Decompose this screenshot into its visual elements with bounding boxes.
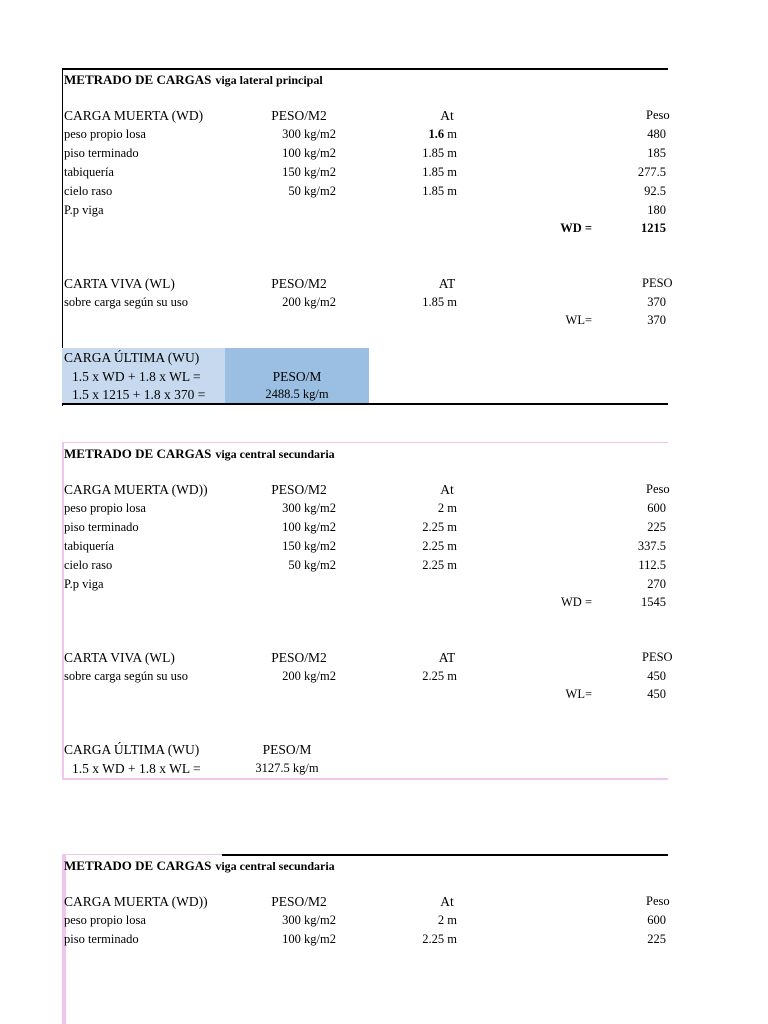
table-row [62,911,668,930]
row-desc: tabiquería [64,539,114,553]
table-row [62,182,668,201]
row-desc: P.p viga [64,203,104,217]
row-at: 2.25 m [422,520,457,534]
row-peso: 100 kg/m2 [282,520,336,534]
row-total: 270 [647,577,666,591]
row-total: 180 [647,203,666,217]
row-desc: cielo raso [64,558,113,572]
dead-load-header-row [62,106,668,125]
ultimate-formula-values: 1.5 x 1215 + 1.8 x 370 = [72,387,206,402]
ultimate-formula: 1.5 x WD + 1.8 x WL = [72,369,201,384]
col-peso-m-header: PESO/M [272,369,322,384]
row-total: 92.5 [644,184,666,198]
table-row [62,144,668,163]
row-peso: 100 kg/m2 [282,146,336,160]
wu-value: 3127.5 kg/m [255,761,319,775]
block-viga-central-secundaria [62,442,673,782]
block-title-row [62,856,668,875]
table-row [62,537,668,556]
live-load-header: CARTA VIVA (WL) [64,650,175,665]
row-total: 225 [647,932,666,946]
col-peso-header: PESO/M2 [271,650,327,665]
row-desc: peso propio losa [64,501,146,515]
dead-load-header: CARGA MUERTA (WD) [64,108,204,123]
live-load-sum-row [62,311,668,330]
row-at: 2.25 m [422,932,457,946]
block-bottom-border [62,778,668,780]
table-row [62,125,668,144]
row-total: 450 [647,669,666,683]
row-peso: 100 kg/m2 [282,932,336,946]
wd-label: WD = [561,595,592,609]
table-row [62,575,668,594]
ultimate-load-header-row [62,740,668,759]
row-peso: 200 kg/m2 [282,295,336,309]
wl-value: 370 [647,313,666,327]
row-desc: piso terminado [64,932,139,946]
live-load-header-row [62,274,673,293]
row-at: 1.85 m [422,184,457,198]
live-load-sum-row [62,685,668,704]
row-peso: 200 kg/m2 [282,669,336,683]
block-top-border-pink [62,854,222,855]
table-row [62,163,668,182]
block-title-row [62,444,668,463]
dead-load-header-row [62,480,668,499]
dead-load-header: CARGA MUERTA (WD)) [64,482,208,497]
wd-value: 1545 [641,595,666,609]
dead-load-header-row [62,892,668,911]
row-at: 1.6 m [428,127,457,141]
col-at-header: AT [438,276,456,291]
block-subtitle: viga lateral principal [215,73,323,87]
wl-label: WL= [565,687,592,701]
row-at: 1.85 m [422,295,457,309]
col-peso-m-header: PESO/M [262,742,312,757]
ultimate-formula: 1.5 x WD + 1.8 x WL = [72,761,201,776]
row-at: 2.25 m [422,558,457,572]
row-total: 185 [647,146,666,160]
col-at-header: At [440,894,454,909]
block-title: METRADO DE CARGAS viga central secundaria [64,858,335,873]
row-total: 370 [647,295,666,309]
block-top-border [62,442,668,443]
dead-load-sum-row [62,593,668,612]
col-at-header: At [440,482,454,497]
row-at: 1.85 m [422,165,457,179]
row-desc: P.p viga [64,577,104,591]
row-at: 1.85 m [422,146,457,160]
col-peso-header: PESO/M2 [271,276,327,291]
row-peso: 300 kg/m2 [282,913,336,927]
col-peso-header: PESO/M2 [271,108,327,123]
live-load-header-row [62,648,673,667]
col-at-header: At [440,108,454,123]
wl-value: 450 [647,687,666,701]
row-desc: tabiquería [64,165,114,179]
col-total-header: PESO [642,650,673,664]
ultimate-formula-row [62,759,668,778]
row-at: 2.25 m [422,539,457,553]
row-peso: 150 kg/m2 [282,539,336,553]
row-desc: sobre carga según su uso [64,295,189,309]
row-total: 225 [647,520,666,534]
row-peso: 50 kg/m2 [288,184,336,198]
row-desc: sobre carga según su uso [64,669,189,683]
ultimate-value-row [62,385,668,404]
row-at: 2 m [437,501,457,515]
row-total: 480 [647,127,666,141]
block-title-row [62,70,668,89]
ultimate-load-header-row [62,348,668,367]
row-total: 600 [647,501,666,515]
block-title: METRADO DE CARGAS viga lateral principal [64,72,323,87]
table-row [62,667,668,686]
row-peso: 300 kg/m2 [282,127,336,141]
row-peso: 50 kg/m2 [288,558,336,572]
table-row [62,499,668,518]
col-total-header: Peso [646,482,670,496]
wd-label: WD = [560,221,592,235]
table-row [62,293,668,312]
table-row [62,556,668,575]
row-total: 112.5 [638,558,666,572]
block-title: METRADO DE CARGAS viga central secundaria [64,446,335,461]
row-total: 600 [647,913,666,927]
row-desc: piso terminado [64,146,139,160]
row-peso: 300 kg/m2 [282,501,336,515]
row-total: 277.5 [637,165,666,179]
table-row [62,201,668,220]
wl-label: WL= [565,313,592,327]
ultimate-load-header: CARGA ÚLTIMA (WU) [64,350,200,365]
row-desc: piso terminado [64,520,139,534]
col-peso-header: PESO/M2 [271,482,327,497]
block-viga-lateral-principal [62,68,673,408]
dead-load-sum-row [62,219,668,238]
row-peso: 150 kg/m2 [282,165,336,179]
row-total: 337.5 [637,539,666,553]
live-load-header: CARTA VIVA (WL) [64,276,175,291]
col-peso-header: PESO/M2 [271,894,327,909]
col-total-header: Peso [646,108,670,122]
block-subtitle: viga central secundaria [215,859,335,873]
wd-value: 1215 [641,221,666,235]
table-row [62,930,668,949]
col-at-header: AT [438,650,456,665]
row-desc: peso propio losa [64,127,146,141]
row-at: 2.25 m [422,669,457,683]
col-total-header: PESO [642,276,673,290]
row-desc: cielo raso [64,184,113,198]
ultimate-load-header: CARGA ÚLTIMA (WU) [64,742,200,757]
block-subtitle: viga central secundaria [215,447,335,461]
block-viga-central-secundaria-2 [62,854,668,1024]
row-at: 2 m [437,913,457,927]
col-total-header: Peso [646,894,670,908]
table-row [62,518,668,537]
dead-load-header: CARGA MUERTA (WD)) [64,894,208,909]
ultimate-formula-row [62,367,668,386]
row-desc: peso propio losa [64,913,146,927]
wu-value: 2488.5 kg/m [265,387,329,401]
